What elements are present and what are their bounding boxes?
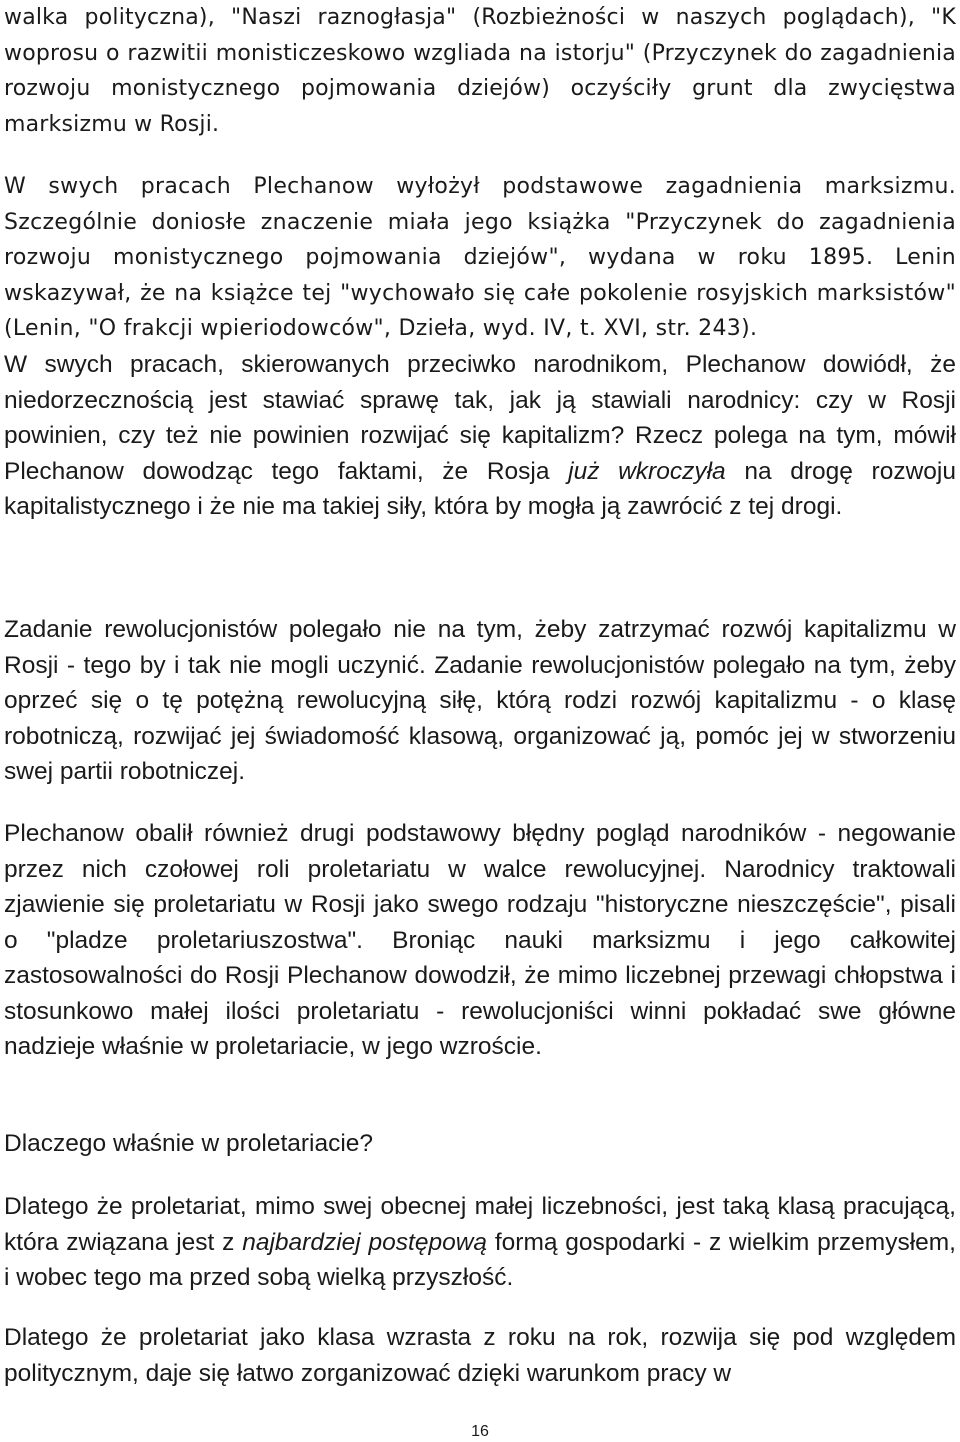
- paragraph-3-text-a: W swych pracach, skierowanych przeciwko narodnikom, Plechanow dowiódł, że niedorzecznością jest stawiać sprawę tak, jak ją stawiali narodnicy: czy w Rosji powinien, czy też nie powinien rozwijać się kapitalizm? Rzecz polega na tym, mówił Plechanow dowodząc tego faktami, że Rosja: [4, 351, 956, 485]
- paragraph-3: [4, 347, 956, 525]
- paragraph-4: Zadanie rewolucjonistów polegało nie na tym, żeby zatrzymać rozwój kapitalizmu w Rosji - tego by i tak nie mogli uczynić. Zadanie rewolucjonistów polegało na tym, żeby oprzeć się o tę potężną rewolucyjną siłę, którą rodzi rozwój kapitalizmu - o klasę robotniczą, rozwijać jej świadomość klasową, organizować ją, pomóc jej w stworzeniu swej partii robotniczej.: [4, 616, 956, 785]
- paragraph-7-text-a: Dlatego że proletariat, mimo swej obecnej małej liczebności, jest taką klasą pracującą, która związana jest z: [4, 1193, 956, 1256]
- paragraph-2: W swych pracach Plechanow wyłożył podstawowe zagadnienia marksizmu. Szczególnie doniosłe znaczenie miała jego książka "Przyczynek do zagadnienia rozwoju monistycznego pojmowania dziejów", wydana w roku 1895. Lenin wskazywał, że na książce tej "wychowało się całe pokolenie rosyjskich marksistów" (Lenin, "O frakcji wpieriodowców", Dzieła, wyd. IV, t. XVI, str. 243).: [4, 174, 956, 341]
- paragraph-5: Plechanow obalił również drugi podstawowy błędny pogląd narodników - negowanie przez nich czołowej roli proletariatu w walce rewolucyjnej. Narodnicy traktowali zjawienie się proletariatu w Rosji jako swego rodzaju "historyczne nieszczęście", pisali o "pladze proletariuszostwa". Broniąc nauki marksizmu i jego całkowitej zastosowalności do Rosji Plechanow dowodził, że mimo liczebnej przewagi chłopstwa i stosunkowo małej ilości proletariatu - rewolucjoniści winni pokładać swe główne nadzieje właśnie w proletariacie, w jego wzroście.: [4, 820, 956, 1060]
- paragraph-7: [4, 1189, 956, 1296]
- paragraph-8: Dlatego że proletariat jako klasa wzrasta z roku na rok, rozwija się pod względem politycznym, daje się łatwo zorganizować dzięki warunkom pracy w: [4, 1324, 956, 1387]
- paragraph-7-emphasis: najbardziej postępową: [242, 1228, 488, 1256]
- paragraph-3-emphasis: już wkroczyła: [568, 457, 726, 485]
- page-number: 16: [471, 1423, 489, 1440]
- paragraph-3-text-c: na drogę rozwoju kapitalistycznego i że nie ma takiej siły, która by mogła ją zawrócić z tej drogi.: [4, 457, 956, 520]
- paragraph-7-text-c: formą gospodarki - z wielkim przemysłem, i wobec tego ma przed sobą wielką przyszłość.: [4, 1228, 956, 1291]
- paragraph-1: walka polityczna), "Naszi raznogłasja" (Rozbieżności w naszych poglądach), "K woprosu o razwitii monisticzeskowo wzgliada na istorju" (Przyczynek do zagadnienia rozwoju monistycznego pojmowania dziejów) oczyściły grunt dla zwycięstwa marksizmu w Rosji.: [4, 5, 956, 137]
- paragraph-6-question: Dlaczego właśnie w proletariacie?: [4, 1130, 374, 1157]
